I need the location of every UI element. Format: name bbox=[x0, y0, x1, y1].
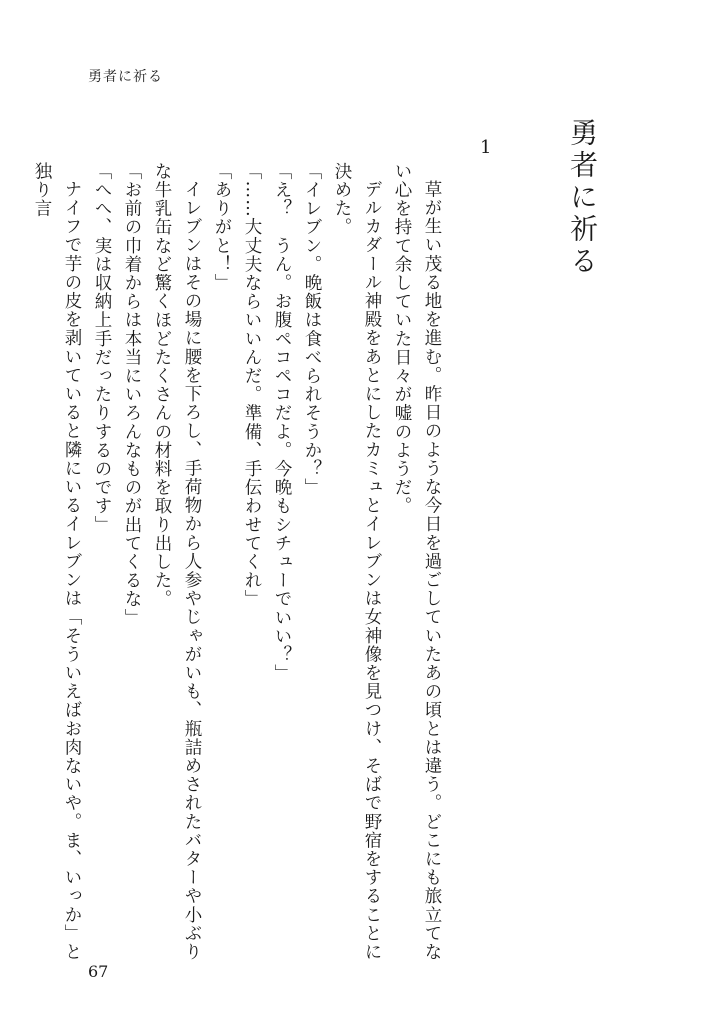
paragraph-5: 「……大丈夫ならいいんだ。準備、手伝わせてくれ」 bbox=[242, 162, 262, 609]
chapter-title: 勇者に祈る bbox=[566, 118, 599, 278]
paragraph-4: 「え？ うん。お腹ペコペコだよ。今晩もシチューでいい？」 bbox=[272, 162, 292, 683]
running-header: 勇者に祈る bbox=[88, 69, 163, 85]
paragraph-8: 「お前の巾着からは本当にいろんなものが出てくるな」 bbox=[122, 162, 142, 627]
paragraph-2: デルカダール神殿をあとにしたカミュとイレブンは女神像を見つけ、そばで野宿をすることに決めた。 bbox=[332, 162, 382, 961]
paragraph-9: 「へへ、実は収納上手だったりするのです」 bbox=[92, 162, 112, 534]
paragraph-6: 「ありがと！」 bbox=[212, 162, 232, 293]
body-text bbox=[32, 162, 447, 962]
paragraph-1: 草が生い茂る地を進む。昨日のような今日を過ごしていたあの頃とは違う。どこにも旅立てない心を持て余していた日々が嘘のようだ。 bbox=[392, 162, 442, 961]
chapter-number: 1 bbox=[480, 137, 492, 158]
page-number: 67 bbox=[88, 962, 109, 981]
paragraph-3: 「イレブン。晩飯は食べられそうか？」 bbox=[302, 162, 322, 497]
paragraph-10: ナイフで芋の皮を剥いていると隣にいるイレブンは「そういえばお肉ないや。ま、いっか」と独り言 bbox=[32, 162, 82, 961]
paragraph-7: イレブンはその場に腰を下ろし、手荷物から人参やじゃがいも、瓶詰めされたバターや小ぶりな牛乳缶など驚くほどたくさんの材料を取り出した。 bbox=[152, 162, 202, 961]
